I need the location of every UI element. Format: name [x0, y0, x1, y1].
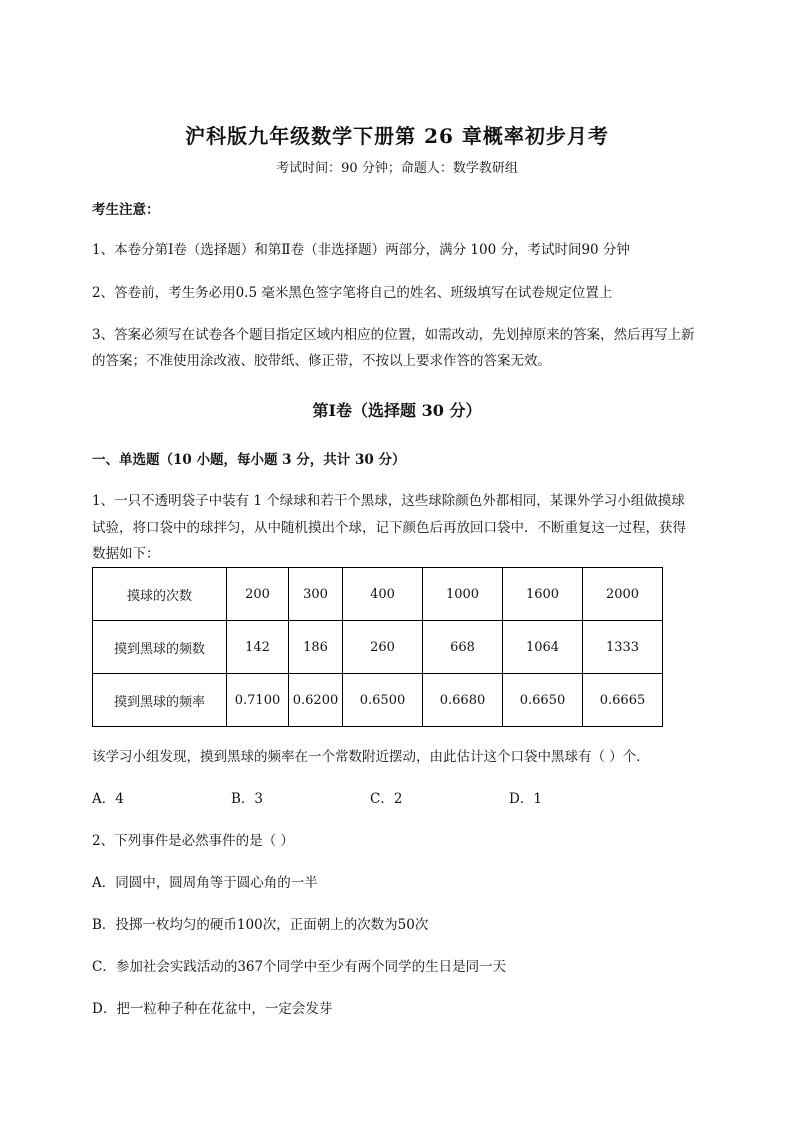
q1-stem-line-2: 试验，将口袋中的球拌匀，从中随机摸出个球，记下颜色后再放回口袋中．不断重复这一过程，获得: [92, 520, 686, 536]
table-row: [93, 568, 663, 621]
notice-item-3-line-1: 3、答案必须写在试卷各个题目指定区域内相应的位置，如需改动，先划掉原来的答案，然后再写上新: [92, 327, 695, 343]
q2-option-d: D．把一粒种子种在花盆中，一定会发芽: [92, 1001, 333, 1017]
table-cell: 300: [289, 568, 343, 621]
q1-data-table: [92, 567, 663, 727]
notice-item-3-line-2: 的答案；不准使用涂改液、胶带纸、修正带，不按以上要求作答的答案无效。: [92, 353, 551, 369]
table-cell: 1333: [583, 621, 663, 674]
table-cell: 260: [343, 621, 423, 674]
q2-option-c: C．参加社会实践活动的367个同学中至少有两个同学的生日是同一天: [92, 959, 507, 975]
row-label: 摸到黑球的频数: [93, 621, 227, 674]
q1-option-b: B．3: [231, 791, 264, 807]
q1-stem-line-1: 1、一只不透明袋子中装有 1 个绿球和若干个黑球，这些球除颜色外都相同，某课外学习小组做摸球: [92, 493, 685, 509]
table-cell: 0.7100: [227, 674, 289, 727]
table-cell: 0.6200: [289, 674, 343, 727]
section-title: 第Ⅰ卷（选择题 30 分）: [312, 401, 482, 420]
table-cell: 1000: [423, 568, 503, 621]
q1-option-d: D．1: [509, 791, 542, 807]
table-cell: 668: [423, 621, 503, 674]
table-cell: 0.6665: [583, 674, 663, 727]
q2-stem: 2、下列事件是必然事件的是（ ）: [92, 833, 294, 849]
table-row: [93, 621, 663, 674]
notice-heading: 考生注意：: [92, 202, 160, 218]
exam-info: 考试时间：90 分钟；命题人：数学教研组: [276, 161, 518, 176]
q2-option-a: A．同圆中，圆周角等于圆心角的一半: [92, 875, 318, 891]
q2-option-b: B．投掷一枚均匀的硬币100次，正面朝上的次数为50次: [92, 917, 429, 933]
table-cell: 2000: [583, 568, 663, 621]
page-title: 沪科版九年级数学下册第 26 章概率初步月考: [185, 124, 609, 148]
table-cell: 0.6500: [343, 674, 423, 727]
table-cell: 1064: [503, 621, 583, 674]
q1-follow-up: 该学习小组发现，摸到黑球的频率在一个常数附近摆动，由此估计这个口袋中黑球有（ ）个．: [92, 749, 650, 765]
row-label: 摸到黑球的频率: [93, 674, 227, 727]
table-cell: 200: [227, 568, 289, 621]
q1-option-c: C．2: [370, 791, 403, 807]
notice-item-1: 1、本卷分第Ⅰ卷（选择题）和第Ⅱ卷（非选择题）两部分，满分 100 分，考试时间90 分钟: [92, 242, 630, 258]
q1-stem-line-3: 数据如下：: [92, 546, 160, 562]
q1-option-a: A．4: [92, 791, 124, 807]
table-cell: 186: [289, 621, 343, 674]
table-cell: 0.6650: [503, 674, 583, 727]
table-cell: 0.6680: [423, 674, 503, 727]
part-heading: 一、单选题（10 小题，每小题 3 分，共计 30 分）: [92, 452, 406, 468]
row-label: 摸球的次数: [93, 568, 227, 621]
table-cell: 400: [343, 568, 423, 621]
table-cell: 142: [227, 621, 289, 674]
notice-item-2: 2、答卷前，考生务必用0.5 毫米黑色签字笔将自己的姓名、班级填写在试卷规定位置上: [92, 285, 613, 301]
table-cell: 1600: [503, 568, 583, 621]
table-row: [93, 674, 663, 727]
